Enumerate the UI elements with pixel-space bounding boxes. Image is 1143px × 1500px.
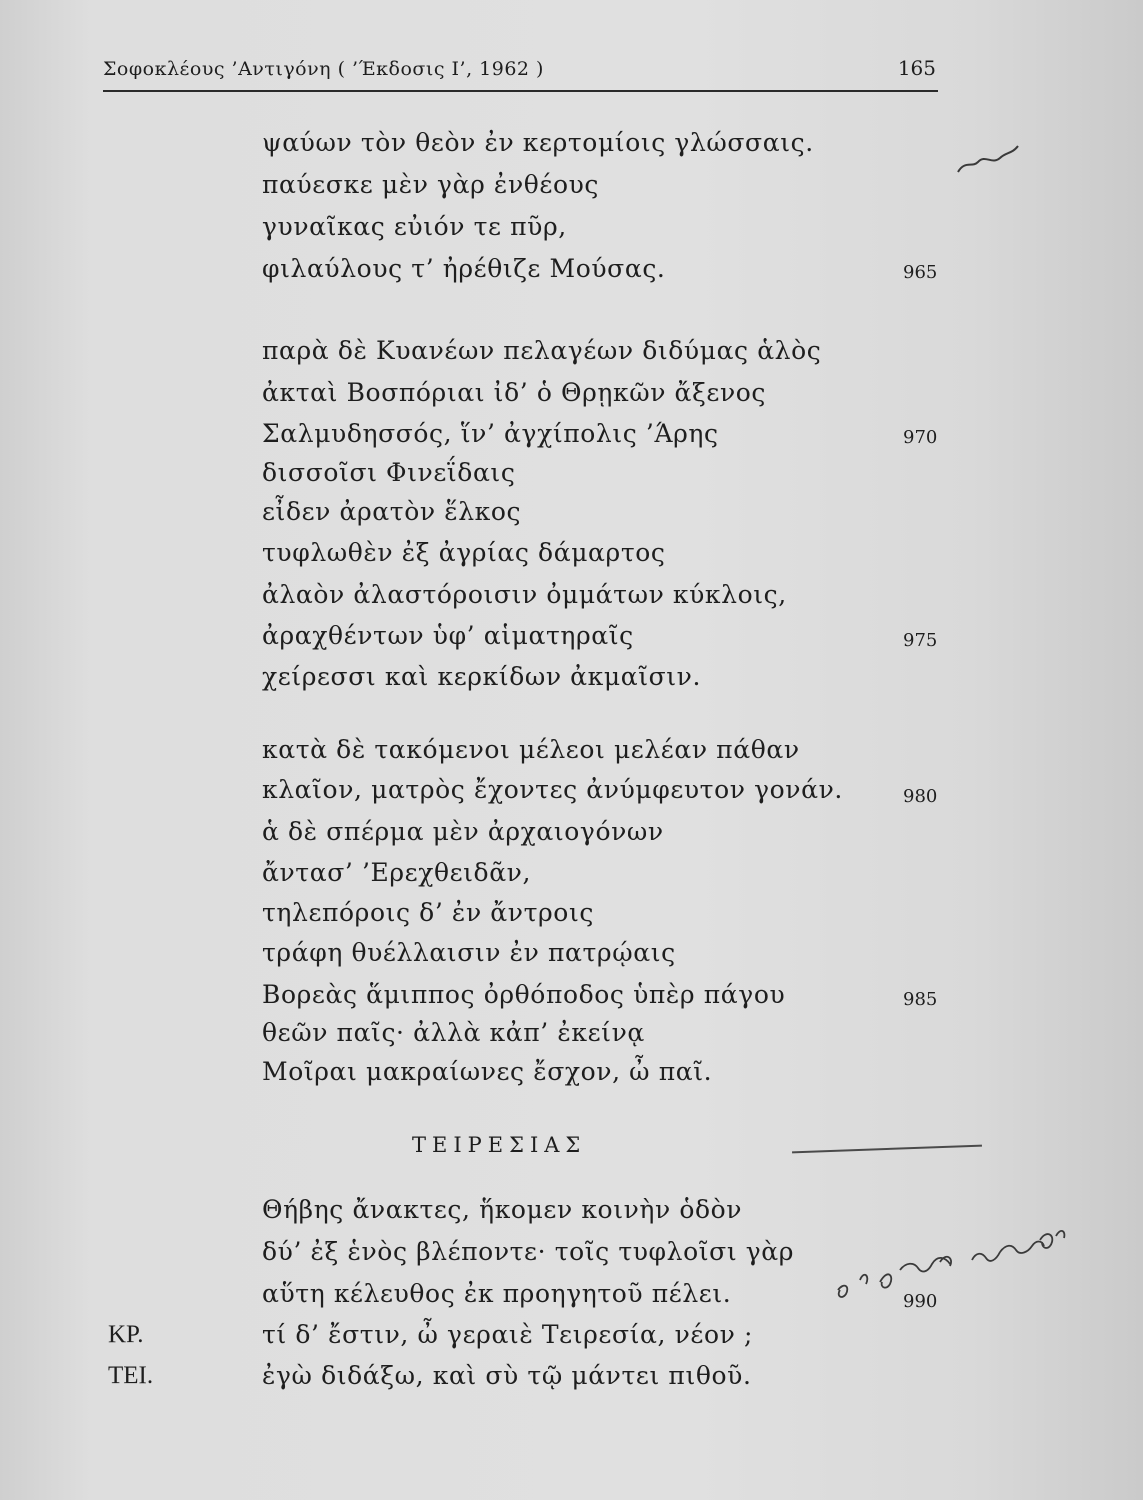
verse-line: τηλεπόροις δ’ ἐν ἄντροις: [262, 898, 594, 927]
handwritten-note: [838, 1231, 1064, 1297]
verse-line: τράφη θυέλλαισιν ἐν πατρῴαις: [262, 938, 676, 967]
line-number: 985: [903, 989, 938, 1010]
page-number: 165: [897, 56, 936, 80]
verse-line: παρὰ δὲ Κυανέων πελαγέων διδύμας ἁλὸς: [262, 336, 822, 365]
verse-line: τυφλωθὲν ἐξ ἀγρίας δάμαρτος: [262, 538, 666, 567]
verse-line: φιλαύλους τ’ ἠρέθιζε Μούσας.: [262, 254, 666, 283]
verse-line: γυναῖκας εὐιόν τε πῦρ,: [262, 212, 567, 241]
verse-line: εἶδεν ἀρατὸν ἕλκος: [262, 497, 522, 526]
verse-line: δισσοῖσι Φινεΐδαις: [262, 458, 516, 487]
verse-line: Μοῖραι μακραίωνες ἔσχον, ὦ παῖ.: [262, 1057, 713, 1086]
line-number: 970: [903, 427, 938, 448]
line-number: 980: [903, 786, 938, 807]
line-number: 965: [903, 262, 938, 283]
squiggle-mark: [958, 146, 1018, 172]
verse-line: Βορεὰς ἅμιππος ὀρθόποδος ὑπὲρ πάγου: [262, 980, 786, 1009]
line-number: 990: [903, 1291, 938, 1312]
verse-line: τί δ’ ἔστιν, ὦ γεραιὲ Τειρεσία, νέον ;: [262, 1320, 753, 1349]
speaker-label: ΚΡ.: [108, 1321, 144, 1348]
verse-line: ἐγὼ διδάξω, καὶ σὺ τῷ μάντει πιθοῦ.: [262, 1361, 752, 1390]
verse-line: ἁ δὲ σπέρμα μὲν ἀρχαιογόνων: [262, 817, 664, 846]
verse-line: θεῶν παῖς· ἀλλὰ κἀπ’ ἐκείνᾳ: [262, 1018, 645, 1047]
verse-line: Σαλμυδησσός, ἵν’ ἀγχίπολις ’Άρης: [262, 419, 719, 448]
verse-line: κατὰ δὲ τακόμενοι μέλεοι μελέαν πάθαν: [262, 735, 800, 764]
verse-line: Θήβης ἄνακτες, ἥκομεν κοινὴν ὁδὸν: [262, 1195, 743, 1224]
speaker-heading: ΤΕΙΡΕΣΙΑΣ: [412, 1133, 587, 1157]
verse-line: ἄντασ’ ’Ερεχθειδᾶν,: [262, 858, 532, 887]
verse-line: ψαύων τὸν θεὸν ἐν κερτομίοις γλώσσαις.: [262, 128, 814, 157]
verse-line: χείρεσσι καὶ κερκίδων ἀκμαῖσιν.: [262, 662, 702, 691]
verse-line: ἀκταὶ Βοσπόριαι ἰδ’ ὁ Θρῃκῶν ἄξενος: [262, 378, 766, 407]
speaker-label: ΤΕΙ.: [108, 1362, 154, 1389]
line-number: 975: [903, 630, 938, 651]
verse-line: ἀραχθέντων ὑφ’ αἱματηραῖς: [262, 621, 634, 650]
verse-line: κλαῖον, ματρὸς ἔχοντες ἀνύμφευτον γονάν.: [262, 775, 843, 804]
verse-line: ἀλαὸν ἀλαστόροισιν ὀμμάτων κύκλοις,: [262, 580, 787, 609]
header-title: Σοφοκλέους ’Αντιγόνη ( ’Έκδοσις Ι’, 1962 ): [103, 58, 544, 80]
verse-line: δύ’ ἐξ ἑνὸς βλέποντε· τοῖς τυφλοῖσι γὰρ: [262, 1237, 795, 1266]
verse-line: αὕτη κέλευθος ἐκ προηγητοῦ πέλει.: [262, 1279, 732, 1308]
verse-line: παύεσκε μὲν γὰρ ἐνθέους: [262, 170, 599, 199]
